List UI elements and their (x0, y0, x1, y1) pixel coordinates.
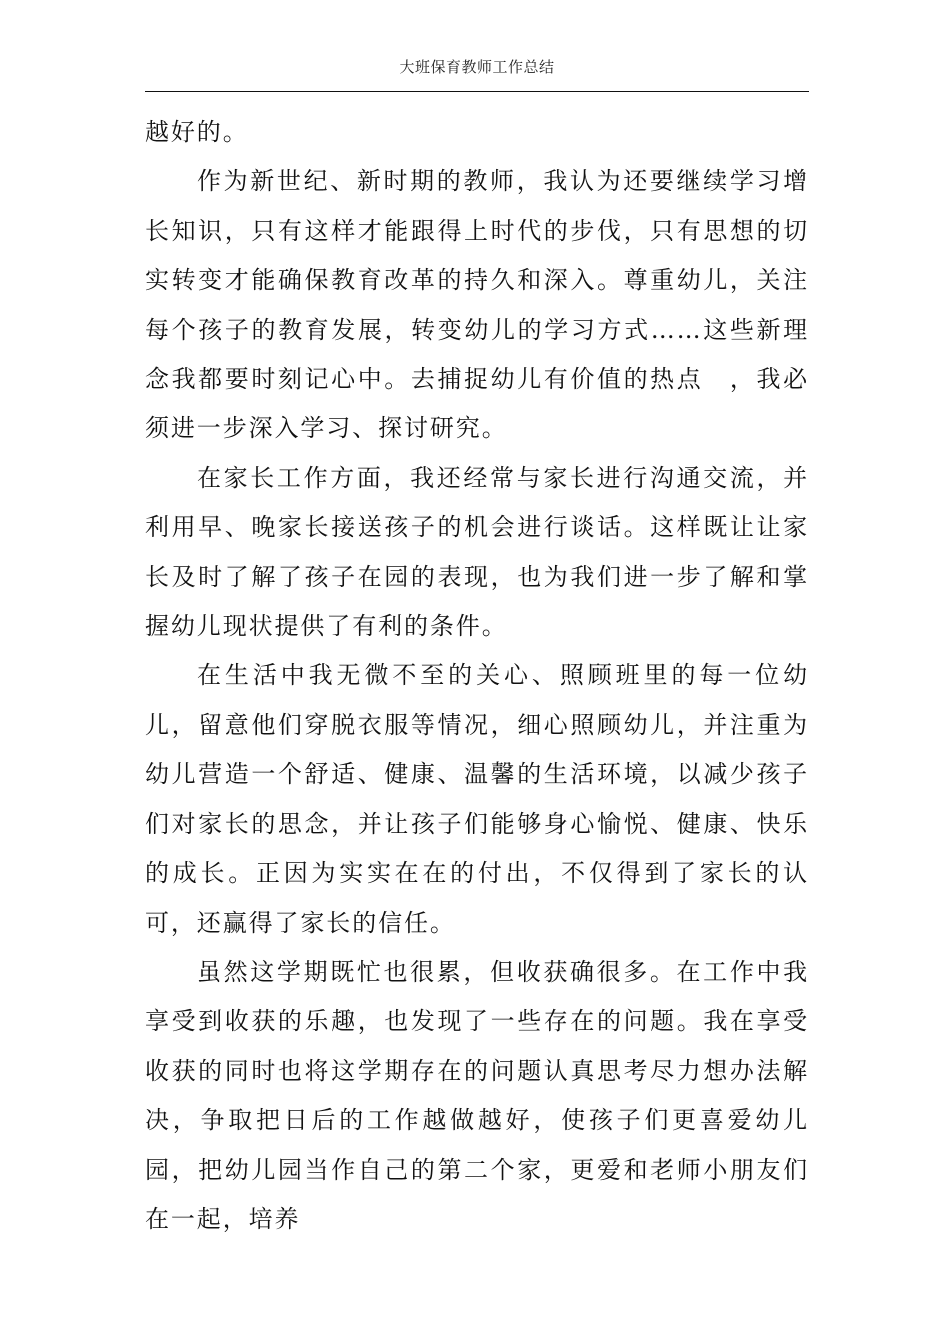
header-divider (145, 91, 809, 92)
paragraph-daily-care: 在生活中我无微不至的关心、照顾班里的每一位幼儿，留意他们穿脱衣服等情况，细心照顾幼儿，并注重为幼儿营造一个舒适、健康、温馨的生活环境，以减少孩子们对家长的思念，并让孩子们能够身心愉悦、健康、快乐的成长。正因为实实在在的付出，不仅得到了家长的认可，还赢得了家长的信任。 (145, 661, 809, 937)
paragraph-summary: 虽然这学期既忙也很累，但收获确很多。在工作中我享受到收获的乐趣，也发现了一些存在的问题。我在享受收获的同时也将这学期存在的问题认真思考尽力想办法解决，争取把日后的工作越做越好，使孩子们更喜爱幼儿园，把幼儿园当作自己的第二个家，更爱和老师小朋友们在一起，培养 (145, 957, 809, 1233)
paragraph-study: 作为新世纪、新时期的教师，我认为还要继续学习增长知识，只有这样才能跟得上时代的步伐，只有思想的切实转变才能确保教育改革的持久和深入。尊重幼儿，关注每个孩子的教育发展，转变幼儿的学习方式……这些新理念我都要时刻记心中。去捕捉幼儿有价值的热点 ，我必须进一步深入学习、探讨研究。 (145, 167, 809, 443)
document-body (145, 108, 809, 1244)
paragraph-parents: 在家长工作方面，我还经常与家长进行沟通交流，并利用早、晚家长接送孩子的机会进行谈话。这样既让让家长及时了解了孩子在园的表现，也为我们进一步了解和掌握幼儿现状提供了有利的条件。 (145, 463, 809, 641)
page-header-title: 大班保育教师工作总结 (399, 58, 555, 76)
paragraph-continuation: 越好的。 (145, 118, 249, 146)
